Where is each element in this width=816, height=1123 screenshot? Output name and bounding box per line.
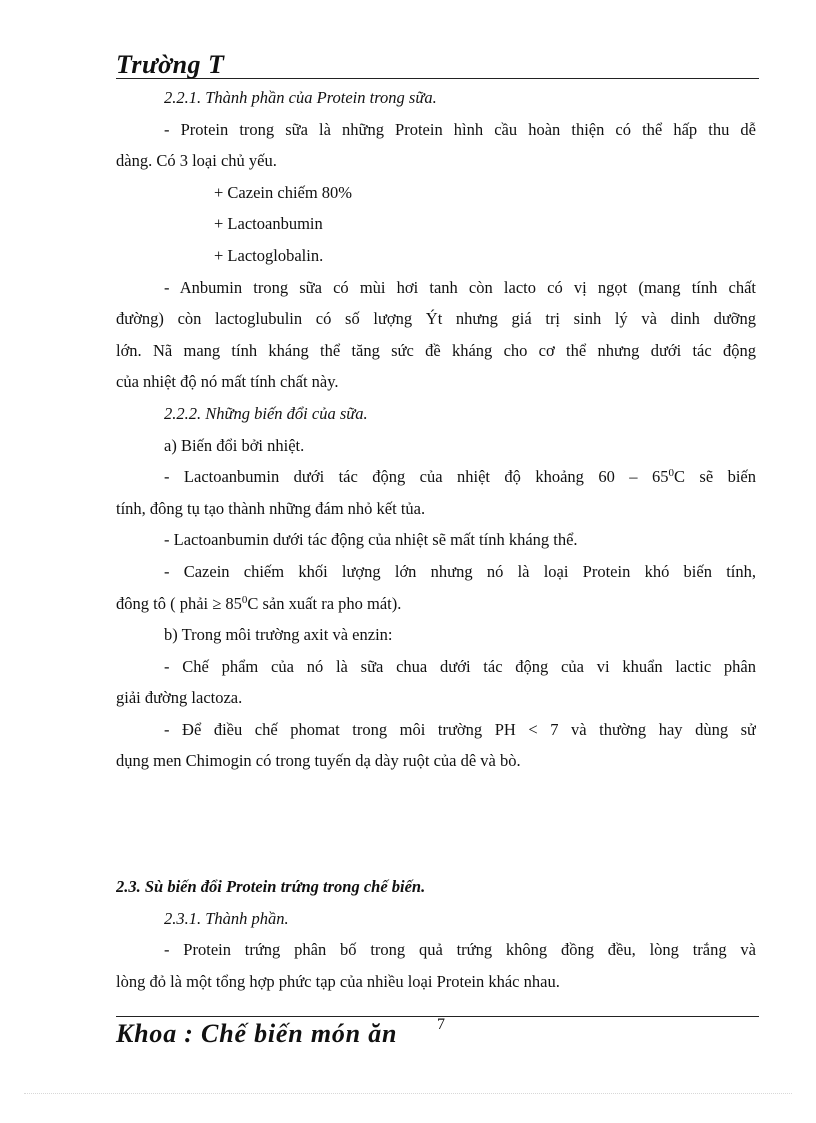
superscript-degree: 0: [668, 467, 674, 480]
header-title: Trường T: [116, 50, 225, 79]
superscript-degree: 0: [241, 593, 248, 606]
paragraph-line: tính, đông tụ tạo thành những đám nhỏ kết tủa.: [116, 498, 426, 518]
item-heading-b: b) Trong môi trường axit và enzin:: [164, 625, 393, 645]
paragraph-line: dàng. Có 3 loại chủ yếu.: [116, 151, 277, 171]
subsection-heading-2-3-1: 2.3.1. Thành phần.: [164, 908, 289, 928]
paragraph-line: [116, 588, 756, 620]
list-item: + Cazein chiếm 80%: [214, 182, 353, 202]
paragraph-line: - Protein trứng phân bố trong quả trứng không đồng đều, lòng trắng và: [164, 940, 756, 960]
footer-title: Khoa : Chế biến món ăn: [116, 1019, 398, 1048]
paragraph-line: lớn. Nã mang tính kháng thể tăng sức đề kháng cho cơ thể nhưng dưới tác động: [116, 340, 756, 360]
subsection-heading-2-2-2: 2.2.2. Những biến đổi của sữa.: [164, 403, 368, 423]
vertical-spacer: [116, 777, 756, 871]
paragraph-line: [116, 461, 756, 493]
item-heading-a: a) Biến đổi bởi nhiệt.: [164, 435, 305, 455]
paragraph-line: dụng men Chimogin có trong tuyến dạ dày ruột của dê và bò.: [116, 751, 521, 771]
list-item: + Lactoglobalin.: [214, 245, 324, 265]
paragraph-line: giải đường lactoza.: [116, 688, 243, 708]
paragraph-line: - Cazein chiếm khối lượng lớn nhưng nó là loại Protein khó biến tính,: [164, 561, 756, 581]
text-run: C sản xuất ra pho mát).: [247, 593, 402, 613]
paragraph-line: đường) còn lactoglubulin có số lượng Ýt nhưng giá trị sinh lý và dinh dưỡng: [116, 309, 756, 329]
paragraph-line: lòng đỏ là một tổng hợp phức tạp của nhiều loại Protein khác nhau.: [116, 971, 560, 991]
page-number: 7: [437, 1016, 445, 1033]
document-body: [116, 82, 756, 997]
paragraph-line: - Để điều chế phomat trong môi trường PH < 7 và thường hay dùng sử: [164, 719, 756, 739]
paragraph-line: - Chế phẩm của nó là sữa chua dưới tác động của vi khuẩn lactic phân: [164, 656, 756, 676]
paragraph-line: của nhiệt độ nó mất tính chất này.: [116, 372, 339, 392]
subsection-heading-2-2-1: 2.2.1. Thành phần của Protein trong sữa.: [164, 88, 437, 107]
text-run: - Lactoanbumin dưới tác động của nhiệt độ khoảng 60 – 65: [164, 467, 669, 487]
text-run: đông tô ( phải ≥ 85: [116, 593, 242, 613]
paragraph-line: - Protein trong sữa là những Protein hình cầu hoàn thiện có thể hấp thu dễ: [164, 119, 756, 139]
page-bottom-border: [24, 1093, 792, 1094]
section-heading-2-3: 2.3. Sù biến đổi Protein trứng trong chế biến.: [116, 877, 426, 897]
paragraph-line: - Lactoanbumin dưới tác động của nhiệt sẽ mất tính kháng thể.: [164, 530, 578, 550]
paragraph-line: - Anbumin trong sữa có mùi hơi tanh còn lacto có vị ngọt (mang tính chất: [164, 277, 756, 297]
list-item: + Lactoanbumin: [214, 214, 323, 234]
text-run: C sẽ biến: [673, 467, 756, 487]
header-rule: [116, 78, 759, 79]
